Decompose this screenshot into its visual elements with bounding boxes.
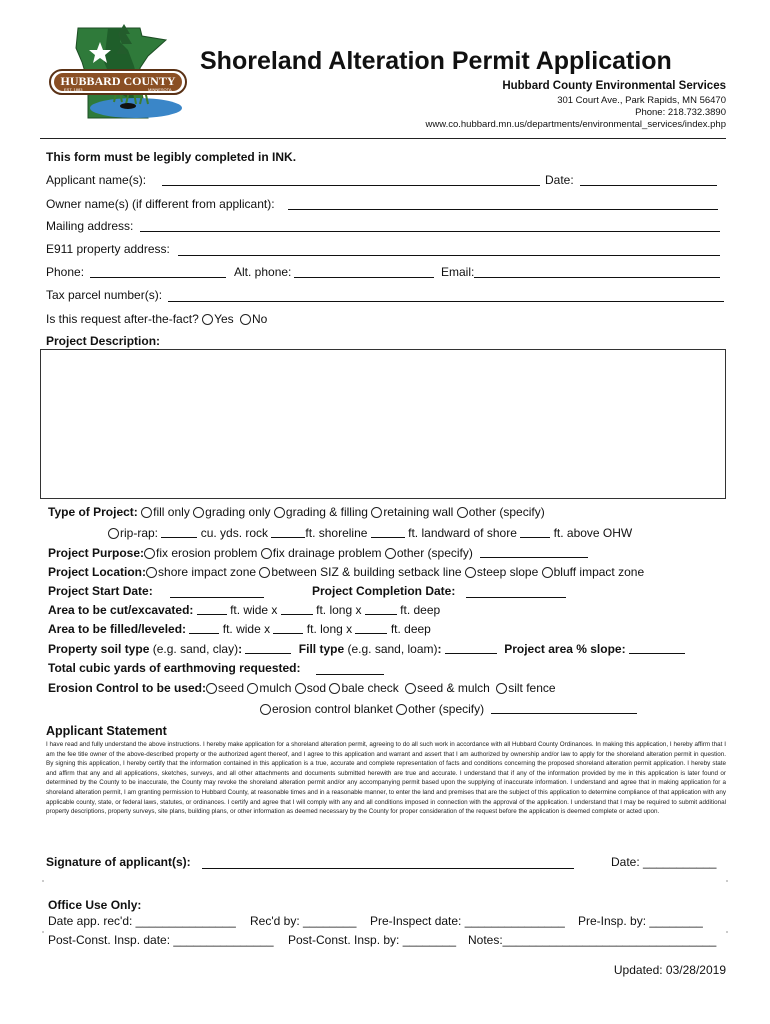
fill-type-hint: (e.g. sand, loam) bbox=[347, 642, 438, 656]
office-pre-insp-by: Pre-Insp. by: ________ bbox=[578, 914, 703, 928]
date-label: Date: bbox=[545, 173, 574, 187]
signature-label: Signature of applicant(s): bbox=[46, 855, 191, 869]
type-option-label: grading & filling bbox=[285, 505, 368, 519]
location-radio-steep-slope[interactable] bbox=[465, 567, 476, 578]
start-date-label: Project Start Date: bbox=[48, 584, 153, 598]
erosion-radio-seed-mulch[interactable] bbox=[405, 683, 416, 694]
logo-name: HUBBARD COUNTY bbox=[60, 74, 176, 88]
mailing-address-field[interactable] bbox=[140, 231, 720, 232]
scan-speck bbox=[42, 931, 44, 933]
fill-type-field[interactable] bbox=[445, 642, 497, 654]
dim-label: ft. wide x bbox=[222, 622, 271, 636]
purpose-radio-drainage[interactable] bbox=[261, 548, 272, 559]
erosion-radio-seed[interactable] bbox=[206, 683, 217, 694]
riprap-landward-field[interactable] bbox=[371, 526, 405, 538]
type-radio-retaining-wall[interactable] bbox=[371, 507, 382, 518]
applicant-statement-body: I have read and fully understand the above instructions. I hereby make application for a shoreland alteration permit, agreeing to do all such work in accordance with all Hubbard County Ordinances. In making this application, I hereby affirm that I am the fee title owner of the above-described property or the authorized agent thereof, and I agree to this application and warrant and assert that I am authorized by ownership and/or law to apply for the shoreland alteration permit in question. By signing this application, I hereby certify that the information contained in this application is a true, accurate and complete representation of facts and conditions concerning the proposed shoreland alteration permit application. I hereby state and affirm that any and all applications, sketches, surveys, and all other attachments and documents submitted herewith are true and accurate. I understand that if any of the information provided by me in this application is later found or determined by the County to be inaccurate, the County may revoke the shoreland alteration permit and/or any accompanying permit based upon the supplying of inaccurate information. I understand and agree that in making application for a shoreland alteration permit, I am granting permission to Hubbard County, at reasonable times and in a reasonable manner, to enter the land and premises that are the subject of this application to determine compliance of that application with any applicable county, state, or federal laws, statutes, or ordinances. I certify and agree that I will comply with any and all conditions imposed in connection with the approval of the application. I understand that I may be required to submit additional property descriptions, property surveys, site plans, building plans, or other information as deemed necessary by the County for proper consideration of the request before the application is deemed complete or acted upon. bbox=[46, 741, 726, 816]
riprap-part-label: cu. yds. rock bbox=[200, 526, 269, 540]
type-radio-grading-filling[interactable] bbox=[274, 507, 285, 518]
applicant-name-label: Applicant name(s): bbox=[46, 173, 147, 187]
scan-speck bbox=[726, 880, 728, 882]
project-description-label: Project Description: bbox=[46, 334, 161, 348]
type-radio-fill[interactable] bbox=[141, 507, 152, 518]
riprap-label: rip-rap: bbox=[120, 526, 159, 540]
tax-parcel-field[interactable] bbox=[168, 301, 724, 302]
no-label: No bbox=[252, 312, 268, 326]
filled-long-field[interactable] bbox=[273, 622, 303, 634]
updated-date: Updated: 03/28/2019 bbox=[613, 963, 726, 977]
cut-long-field[interactable] bbox=[281, 603, 313, 615]
erosion-option-label: other (specify) bbox=[408, 702, 485, 716]
erosion-option-label: seed & mulch bbox=[417, 681, 490, 695]
location-option-label: shore impact zone bbox=[158, 565, 257, 579]
type-option-label: other (specify) bbox=[468, 505, 545, 519]
phone-field[interactable] bbox=[90, 277, 226, 278]
project-type-label: Type of Project: bbox=[48, 505, 138, 519]
logo-right: MINNESOTA bbox=[148, 87, 172, 92]
cubic-yards-field[interactable] bbox=[316, 674, 384, 675]
department-url[interactable]: www.co.hubbard.mn.us/departments/environmental_services/index.php bbox=[425, 119, 726, 130]
erosion-option-label: sod bbox=[306, 681, 327, 695]
start-date-field[interactable] bbox=[170, 597, 264, 598]
erosion-radio-bale[interactable] bbox=[329, 683, 340, 694]
erosion-radio-other[interactable] bbox=[396, 704, 407, 715]
filled-area-row bbox=[48, 622, 431, 636]
dim-label: ft. wide x bbox=[230, 603, 278, 617]
filled-wide-field[interactable] bbox=[189, 622, 219, 634]
riprap-part-label: ft. above OHW bbox=[553, 526, 633, 540]
filled-deep-field[interactable] bbox=[355, 622, 387, 634]
office-received-by: Rec'd by: ________ bbox=[250, 914, 357, 928]
type-radio-grading[interactable] bbox=[193, 507, 204, 518]
project-purpose-label: Project Purpose: bbox=[48, 546, 145, 560]
purpose-option-label: fix drainage problem bbox=[272, 546, 382, 560]
fill-type-label: Fill type bbox=[298, 642, 345, 656]
dim-label: ft. deep bbox=[400, 603, 441, 617]
cut-area-label: Area to be cut/excavated: bbox=[48, 603, 194, 617]
signature-date[interactable]: Date: ___________ bbox=[611, 855, 717, 869]
dim-label: ft. long x bbox=[316, 603, 362, 617]
riprap-part-label: ft. shoreline bbox=[305, 526, 368, 540]
soil-type-label: Property soil type bbox=[48, 642, 150, 656]
alt-phone-field[interactable] bbox=[294, 277, 434, 278]
header-divider bbox=[40, 138, 726, 139]
date-field[interactable] bbox=[580, 185, 717, 186]
office-use-heading: Office Use Only: bbox=[48, 898, 142, 912]
purpose-option-label: fix erosion problem bbox=[156, 546, 258, 560]
minnesota-map-logo bbox=[48, 22, 190, 126]
erosion-control-label: Erosion Control to be used: bbox=[48, 681, 206, 695]
office-post-const-by: Post-Const. Insp. by: ________ bbox=[288, 933, 457, 947]
office-date-received: Date app. rec'd: _______________ bbox=[48, 914, 236, 928]
logo-left: EST. 1883 bbox=[64, 87, 83, 92]
mailing-address-label: Mailing address: bbox=[46, 219, 134, 233]
signature-field[interactable] bbox=[202, 868, 574, 869]
riprap-ohw-field[interactable] bbox=[520, 526, 550, 538]
riprap-part-label: ft. landward of shore bbox=[408, 526, 517, 540]
erosion-radio-blanket[interactable] bbox=[260, 704, 271, 715]
erosion-option-label: bale check bbox=[341, 681, 399, 695]
soil-type-row: Property soil type (e.g. sand, clay): Fill type (e.g. sand, loam): Project area % slope: bbox=[48, 642, 685, 656]
riprap-shoreline-field[interactable] bbox=[271, 526, 305, 538]
completion-date-field[interactable] bbox=[466, 597, 566, 598]
area-slope-field[interactable] bbox=[629, 642, 685, 654]
riprap-row bbox=[108, 526, 632, 540]
project-purpose-row bbox=[48, 546, 588, 560]
erosion-control-row-2 bbox=[260, 702, 637, 716]
completion-date-label: Project Completion Date: bbox=[312, 584, 456, 598]
location-radio-shore[interactable] bbox=[146, 567, 157, 578]
after-the-fact-label: Is this request after-the-fact? bbox=[46, 312, 199, 326]
erosion-option-label: seed bbox=[218, 681, 245, 695]
county-logo bbox=[48, 22, 190, 126]
soil-type-field[interactable] bbox=[245, 642, 291, 654]
applicant-statement-heading: Applicant Statement bbox=[46, 724, 167, 738]
erosion-radio-silt-fence[interactable] bbox=[496, 683, 507, 694]
page-title: Shoreland Alteration Permit Application bbox=[200, 47, 672, 75]
scan-speck bbox=[726, 931, 728, 933]
after-the-fact-question bbox=[46, 312, 267, 326]
erosion-other-field[interactable] bbox=[491, 702, 637, 714]
cubic-yards-label: Total cubic yards of earthmoving requested: bbox=[48, 661, 301, 675]
purpose-radio-erosion[interactable] bbox=[144, 548, 155, 559]
alt-phone-label: Alt. phone: bbox=[234, 265, 292, 279]
location-option-label: steep slope bbox=[476, 565, 539, 579]
filled-area-label: Area to be filled/leveled: bbox=[48, 622, 187, 636]
erosion-option-label: erosion control blanket bbox=[272, 702, 393, 716]
dim-label: ft. deep bbox=[390, 622, 431, 636]
purpose-radio-other[interactable] bbox=[385, 548, 396, 559]
area-slope-label: Project area % slope: bbox=[504, 642, 626, 656]
e911-address-label: E911 property address: bbox=[46, 242, 170, 256]
location-radio-bluff[interactable] bbox=[542, 567, 553, 578]
scan-speck bbox=[42, 880, 44, 882]
project-type-row bbox=[48, 505, 545, 519]
type-option-label: retaining wall bbox=[383, 505, 454, 519]
project-location-row bbox=[48, 565, 644, 579]
type-option-label: grading only bbox=[205, 505, 271, 519]
phone-label: Phone: bbox=[46, 265, 85, 279]
owner-name-field[interactable] bbox=[288, 209, 718, 210]
office-notes: Notes:________________________________ bbox=[468, 933, 717, 947]
office-pre-inspect-date: Pre-Inspect date: _______________ bbox=[370, 914, 565, 928]
department-phone: Phone: 218.732.3890 bbox=[635, 107, 726, 118]
yes-label: Yes bbox=[214, 312, 234, 326]
riprap-rock-field[interactable] bbox=[161, 526, 197, 538]
department-address: 301 Court Ave., Park Rapids, MN 56470 bbox=[557, 95, 726, 106]
erosion-option-label: silt fence bbox=[508, 681, 556, 695]
e911-address-field[interactable] bbox=[178, 255, 720, 256]
department-name: Hubbard County Environmental Services bbox=[502, 80, 726, 92]
email-label: Email: bbox=[441, 265, 475, 279]
location-option-label: bluff impact zone bbox=[553, 565, 645, 579]
ink-notice: This form must be legibly completed in INK. bbox=[46, 150, 297, 164]
erosion-control-row bbox=[48, 681, 556, 695]
office-post-const-date: Post-Const. Insp. date: _______________ bbox=[48, 933, 274, 947]
type-option-label: fill only bbox=[153, 505, 190, 519]
purpose-option-label: other (specify) bbox=[396, 546, 473, 560]
erosion-option-label: mulch bbox=[259, 681, 292, 695]
no-radio[interactable] bbox=[240, 314, 251, 325]
type-radio-riprap[interactable] bbox=[108, 528, 119, 539]
applicant-name-field[interactable] bbox=[162, 185, 540, 186]
tax-parcel-label: Tax parcel number(s): bbox=[46, 288, 163, 302]
project-description-box[interactable] bbox=[40, 349, 726, 499]
type-radio-other[interactable] bbox=[457, 507, 468, 518]
email-field[interactable] bbox=[474, 277, 720, 278]
cut-area-row bbox=[48, 603, 440, 617]
yes-radio[interactable] bbox=[202, 314, 213, 325]
location-radio-setback[interactable] bbox=[259, 567, 270, 578]
project-location-label: Project Location: bbox=[48, 565, 147, 579]
cut-wide-field[interactable] bbox=[197, 603, 227, 615]
location-option-label: between SIZ & building setback line bbox=[271, 565, 462, 579]
purpose-other-field[interactable] bbox=[480, 546, 588, 558]
soil-type-hint: (e.g. sand, clay) bbox=[152, 642, 239, 656]
owner-name-label: Owner name(s) (if different from applicant): bbox=[46, 197, 275, 211]
dim-label: ft. long x bbox=[306, 622, 353, 636]
erosion-radio-mulch[interactable] bbox=[247, 683, 258, 694]
cut-deep-field[interactable] bbox=[365, 603, 397, 615]
erosion-radio-sod[interactable] bbox=[295, 683, 306, 694]
